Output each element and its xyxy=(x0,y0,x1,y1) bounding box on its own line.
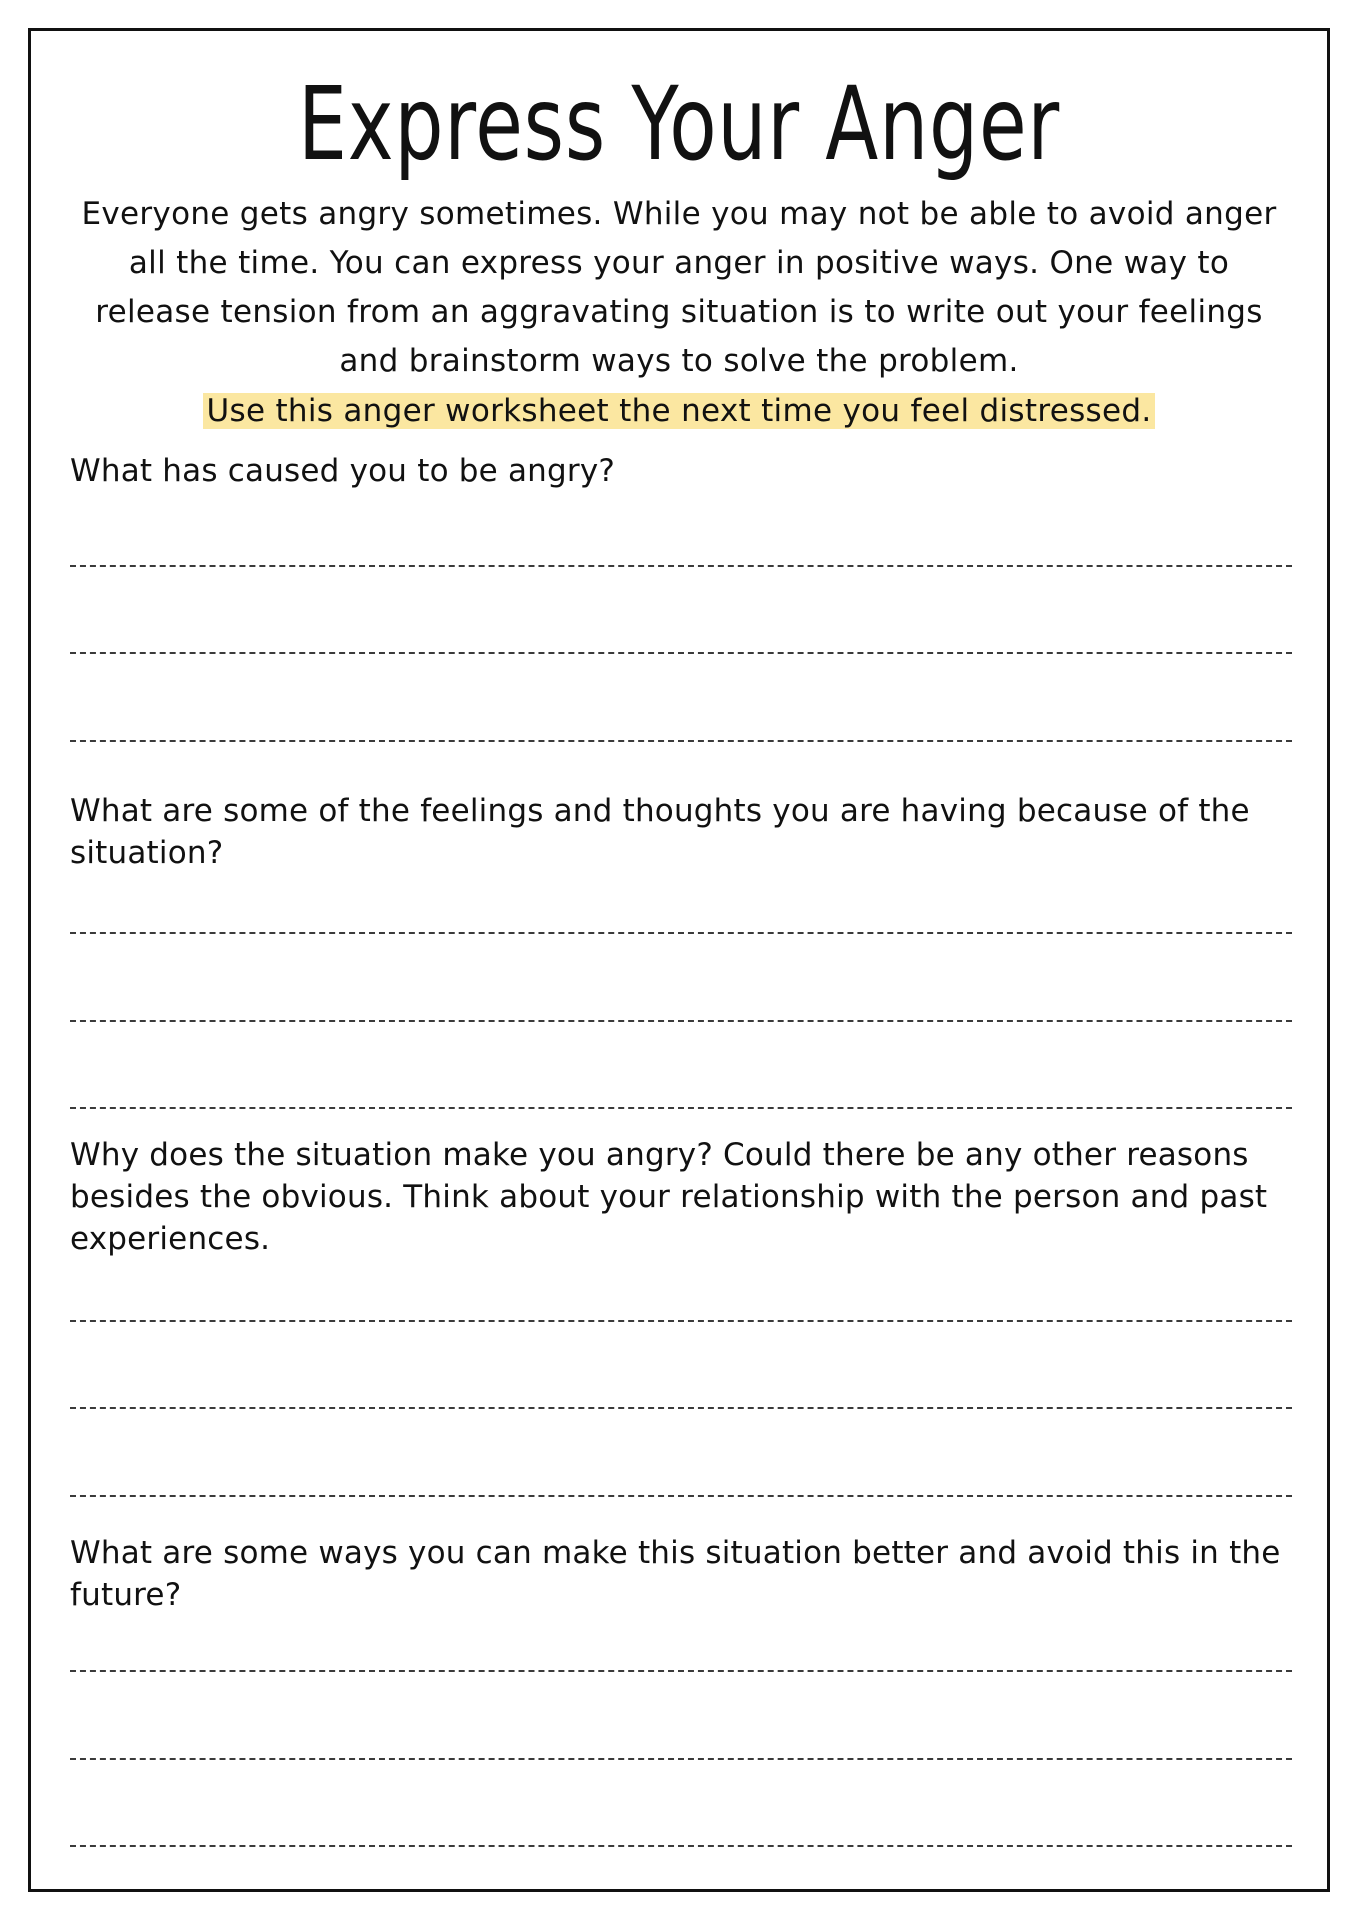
question-2: What are some of the feelings and thoughts you are having because of the situation? xyxy=(70,793,1250,871)
question-4: What are some ways you can make this situation better and avoid this in the future? xyxy=(70,1535,1281,1613)
answer-line-4b[interactable] xyxy=(70,1758,1292,1760)
question-1: What has caused you to be angry? xyxy=(70,453,616,489)
question-3: Why does the situation make you angry? Could there be any other reasons besides the obvious. Think about your relationship with the person and past experiences. xyxy=(70,1137,1268,1257)
worksheet-title: Express Your Anger xyxy=(297,65,1061,184)
answer-line-4c[interactable] xyxy=(70,1845,1292,1847)
answer-line-3b[interactable] xyxy=(70,1407,1292,1409)
intro-paragraph: Everyone gets angry sometimes. While you may not be able to avoid anger all the time. You can express your anger in positive ways. One way to release tension from an aggravating situation is to write out your feelings and brainstorm ways to solve the problem. xyxy=(81,196,1277,379)
answer-line-1b[interactable] xyxy=(70,652,1292,654)
answer-line-3c[interactable] xyxy=(70,1495,1292,1497)
answer-line-2c[interactable] xyxy=(70,1107,1292,1109)
answer-line-2a[interactable] xyxy=(70,932,1292,934)
answer-line-1a[interactable] xyxy=(70,565,1292,567)
highlight-line xyxy=(0,388,1358,434)
answer-line-3a[interactable] xyxy=(70,1320,1292,1322)
answer-line-4a[interactable] xyxy=(70,1670,1292,1672)
answer-line-2b[interactable] xyxy=(70,1020,1292,1022)
highlighted-instruction: Use this anger worksheet the next time you feel distressed. xyxy=(203,393,1156,429)
answer-line-1c[interactable] xyxy=(70,740,1292,742)
